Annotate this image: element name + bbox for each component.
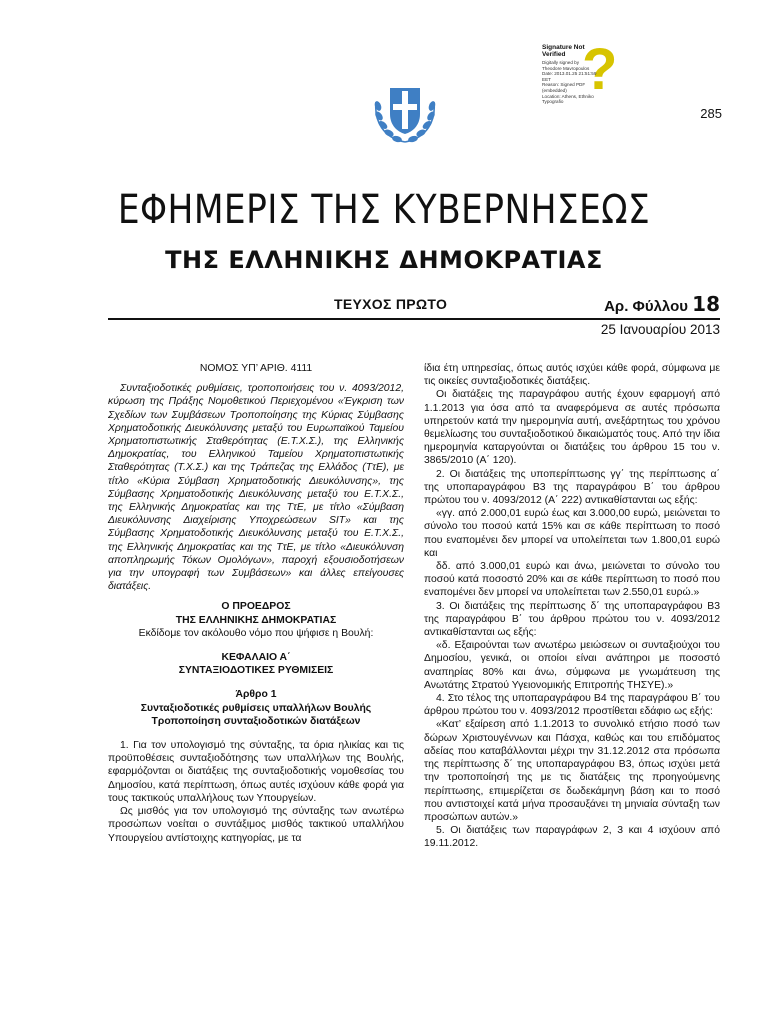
issue-type: ΤΕΥΧΟΣ ΠΡΩΤΟ — [334, 296, 448, 312]
paragraph: δδ. από 3.000,01 ευρώ και άνω, μειώνεται το σύνολο του ποσού κατά ποσοστό 20% και σε κάθε περίπτωση το ποσό που εναπομένει δεν μπορεί να υπολείπεται των 2.550,01 ευρώ.» — [424, 561, 720, 599]
president-heading: Ο ΠΡΟΕΔΡΟΣ — [221, 601, 291, 613]
law-title: ΝΟΜΟΣ ΥΠ’ ΑΡΙΘ. 4111 — [199, 363, 313, 374]
signature-line: EET — [542, 76, 551, 82]
promulgation-text: Εκδίδομε τον ακόλουθο νόμο που ψήφισε η Βουλή: — [138, 627, 374, 639]
issue-label: Αρ. Φύλλου — [604, 298, 688, 315]
gazette-subtitle: ΤΗΣ ΕΛΛΗΝΙΚΗΣ ΔΗΜΟΚΡΑΤΙΑΣ — [165, 246, 603, 274]
digital-signature-stamp — [542, 37, 642, 110]
issue-number: 18 — [692, 292, 720, 316]
paragraph: 4. Στο τέλος της υποπαραγράφου Β4 της παραγράφου Β΄ του άρθρου πρώτου του ν. 4093/2012 προστίθεται εδάφιο ως εξής: — [424, 693, 720, 718]
signature-line: Location: Athens, Ethniko — [542, 93, 594, 99]
paragraph: «γγ. από 2.000,01 ευρώ έως και 3.000,00 ευρώ, μειώνεται το σύνολο του ποσού κατά 15% και σε κάθε περίπτωση το ποσό που εναπομένει δεν μπορεί να υπολείπεται των 1.800,01 ευρώ και — [424, 508, 720, 559]
signature-line: Digitally signed by — [542, 60, 580, 65]
page-number: 285 — [700, 106, 722, 121]
chapter-title: ΣΥΝΤΑΞΙΟΔΟΤΙΚΕΣ ΡΥΘΜΙΣΕΙΣ — [178, 665, 334, 677]
greek-coat-of-arms-icon — [370, 76, 440, 148]
signature-line: Reason: Signed PDF — [542, 82, 586, 88]
paragraph: 3. Οι διατάξεις της περίπτωσης δ΄ της υποπαραγράφου Β3 της παραγράφου Β΄ του άρθρου πρώτου του ν. 4093/2012 αντικαθίστανται ως εξής: — [424, 600, 720, 639]
law-description: Συνταξιοδοτικές ρυθμίσεις, τροποποιήσεις του ν. 4093/2012, κύρωση της Πράξης Νομοθετικού Περιεχομένου «Έγκριση των Σχεδίων των Συμβάσεων Τροποποίησης της Κύριας Σύμβασης Χρηματοδοτικής Διευκόλυνσης μεταξύ του Ευρωπαϊκού Ταμείου Χρηματοπιστωτικής Σταθερότητας (Ε.Τ.Χ.Σ.), της Ελληνικής Δημοκρατίας, του Ελληνικού Ταμείου Χρηματοπιστωτικής Σταθερότητας (Τ.Χ.Σ.) και της Τράπεζας της Ελλάδος (ΤτΕ), με τίτλο «Κύρια Σύμβαση Χρηματοδοτικής Διευκόλυνσης», της Σύμβασης Χρηματοδοτικής Διευκόλυνσης μεταξύ του Ε.Τ.Χ.Σ., της Ελληνικής Δημοκρατίας και της ΤτΕ, με τίτλο «Σύμβαση Διευκόλυνσης Διαχείρισης Υποχρεώσεων SIT» και της Σύμβασης Χρηματοδοτικής Διευκόλυνσης μεταξύ του Ε.Τ.Χ.Σ., της Ελληνικής Δημοκρατίας και της ΤτΕ, με τίτλο «Διευκόλυνση αποπληρωμής Τόκων Ομολόγων», παροχή εξουσιοδοτήσεων για την υπογραφή των Συμβάσεων» και άλλες επείγουσες διατάξεις. — [108, 383, 404, 593]
header-divider — [108, 318, 720, 320]
chapter-heading: ΚΕΦΑΛΑΙΟ Α΄ — [221, 652, 291, 664]
signature-status: Signature Not — [542, 44, 585, 51]
article-heading-2: Τροποποίηση συνταξιοδοτικών διατάξεων — [151, 715, 361, 727]
left-column — [108, 362, 404, 845]
paragraph: 2. Οι διατάξεις της υποπερίπτωσης γγ΄ της περίπτωσης α΄ της υποπαραγράφου Β3 της παραγράφου Β΄ του άρθρου πρώτου του ν. 4093/2012 (Α΄ 222) αντικαθίστανται ως εξής: — [424, 468, 720, 507]
paragraph: Οι διατάξεις της παραγράφου αυτής έχουν εφαρμογή από 1.1.2013 για όσα από τα αναφερόμενα σε αυτές πρόσωπα υπηρετούν κατά την ημερομηνία αυτή, ανεξάρτητως του χρόνου θεμελίωσης του συνταξιοδοτικού δικαιώματός τους. Από την ίδια ημερομηνία καταργούνται οι διατάξεις του άρθρου 15 του ν. 3865/2010 (Α΄ 120). — [424, 389, 720, 467]
paragraph: 1. Για τον υπολογισμό της σύνταξης, τα όρια ηλικίας και τις προϋποθέσεις συνταξιοδότησης των υπαλλήλων της Βουλής, εφαρμόζονται οι διατάξεις της συνταξιοδοτικής νομοθεσίας του Δημοσίου, κατά περίπτωση, όπως αυτές ισχύουν κάθε φορά για τους τακτικούς υπαλλήλους των Υπουργείων. — [108, 740, 404, 804]
paragraph: «δ. Εξαιρούνται των ανωτέρω μειώσεων οι συνταξιούχοι του Δημοσίου, γενικά, οι οποίοι είναι ανάπηροι με ποσοστό αναπηρίας 80% και άνω, σύμφωνα με γνωμάτευση της Ανωτάτης Στρατού Υγειονομικής Επιτροπής ΤΗΣΥΕ).» — [424, 640, 720, 691]
issue-number-block — [604, 292, 720, 316]
signature-status-2: Verified — [542, 51, 566, 58]
issue-date: 25 Ιανουαρίου 2013 — [600, 322, 720, 337]
right-column — [424, 362, 720, 851]
signature-line: Typografio — [542, 99, 564, 105]
article-title: Άρθρο 1 — [235, 689, 277, 701]
article-heading: Συνταξιοδοτικές ρυθμίσεις υπαλλήλων Βουλής — [140, 702, 372, 714]
president-heading-2: ΤΗΣ ΕΛΛΗΝΙΚΗΣ ΔΗΜΟΚΡΑΤΙΑΣ — [175, 614, 337, 626]
signature-line: Date: 2013.01.25 21:51:59 — [542, 71, 597, 77]
question-mark-icon: ? — [582, 37, 618, 102]
paragraph: ίδια έτη υπηρεσίας, όπως αυτός ισχύει κάθε φορά, σύμφωνα με τις οικείες συνταξιοδοτικές διατάξεις. — [424, 363, 720, 388]
signature-line: Theodore Mavropoulos — [542, 65, 590, 71]
paragraph: 5. Οι διατάξεις των παραγράφων 2, 3 και 4 ισχύουν από 19.11.2012. — [424, 825, 720, 850]
gazette-title: ΕΦΗΜΕΡΙΣ ΤΗΣ ΚΥΒΕΡΝΗΣΕΩΣ — [117, 187, 651, 233]
paragraph: Ως μισθός για τον υπολογισμό της σύνταξης των ανωτέρω προσώπων νοείται ο συντάξιμος μισθός τακτικού υπαλλήλου Υπουργείου αντίστοιχης κατηγορίας, με τα — [108, 806, 404, 844]
paragraph: «Κατ’ εξαίρεση από 1.1.2013 το συνολικό ετήσιο ποσό των δώρων Χριστουγέννων και Πάσχα, καθώς και του επιδόματος αδείας που καταβάλλονται μέχρι την 31.12.2012 στα πρόσωπα της περίπτωσης δ΄ της υποπαραγράφου Β3, όπως ισχύει μετά την τροποποίησή της με τις διατάξεις της προηγούμενης περίπτωσης, επιμερίζεται σε δωδεκάμηνη βάση και το ποσό που αντιστοιχεί κατά μήνα προσαυξάνει τη μηνιαία σύνταξη των προσώπων αυτών.» — [424, 719, 720, 823]
signature-line: (embedded) — [542, 87, 567, 93]
